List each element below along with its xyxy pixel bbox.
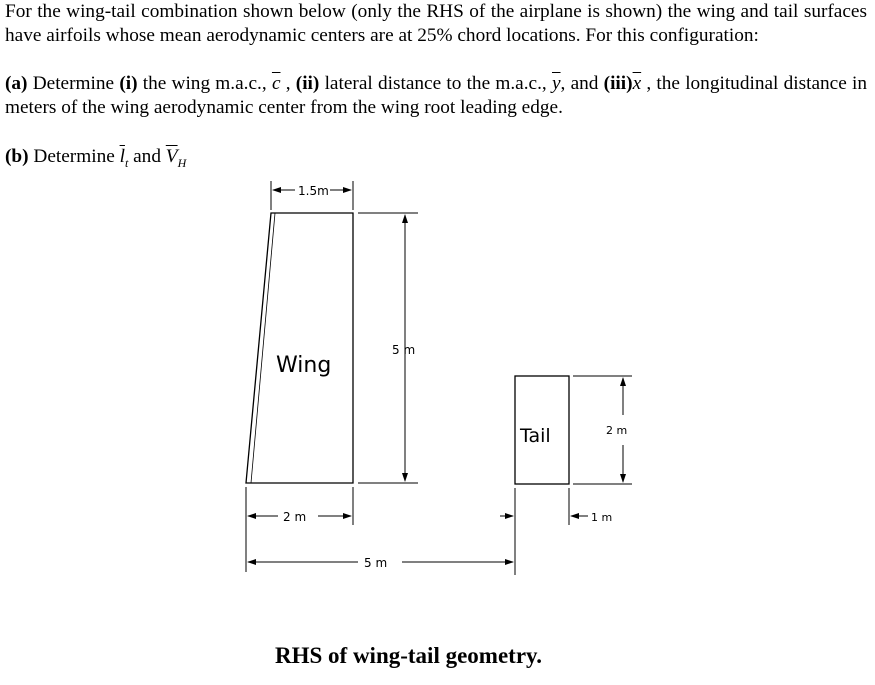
problem-intro: For the wing-tail combination shown below (only the RHS of the airplane is shown) the wing and tail surfaces have airfoils whose mean aerodynamic centers are at 25% chord locations. For this configuration:: [5, 1, 867, 46]
figure-caption: RHS of wing-tail geometry.: [275, 643, 543, 668]
part-b-text-2: and: [128, 146, 166, 167]
symbol-v-h-subscript: H: [177, 155, 187, 170]
arrowhead-wing-span-bottom: [402, 473, 408, 482]
wing-inner-edge: [251, 213, 275, 483]
part-a-text-6: , the longitudinal distance in meters of the wing aerodynamic center from the wing root leading edge.: [5, 73, 867, 118]
symbol-c-bar: $\overline{c}$: [271, 73, 281, 94]
part-a-item-i: (i): [119, 73, 138, 94]
arrowhead-root-chord-right: [343, 513, 352, 519]
dim-root-chord-label: 2 m: [283, 510, 307, 524]
dim-tail-chord-label: 1 m: [591, 511, 613, 524]
symbol-y-bar: $\overline{y}$: [551, 73, 561, 94]
arrowhead-wing-span-top: [402, 214, 408, 223]
symbol-l-t: $\overline{l}$: [119, 146, 125, 167]
wing-planform: [246, 213, 353, 483]
symbol-v-h: $\overline{V}$: [165, 146, 178, 167]
part-b-text-1: Determine: [28, 146, 120, 167]
dim-wing-span-label: 5 m: [392, 343, 416, 357]
part-a-text-3: ,: [280, 73, 296, 94]
arrowhead-tail-span-bottom: [620, 474, 626, 483]
arrowhead-tip-chord-left: [272, 187, 281, 193]
part-a-label: (a): [5, 73, 28, 94]
part-b-label: (b): [5, 146, 29, 167]
part-a-item-iii: (iii): [603, 73, 633, 94]
arrowhead-tail-chord-left: [570, 513, 579, 519]
symbol-l-t-subscript: t: [124, 155, 129, 170]
part-a-text-1: Determine: [27, 73, 120, 94]
dim-tail-arm-label: 5 m: [364, 556, 388, 570]
part-a-text-2: the wing m.a.c.,: [137, 73, 272, 94]
part-a-item-ii: (ii): [295, 73, 320, 94]
part-a-text-5: , and: [560, 73, 604, 94]
wing-label: Wing: [276, 353, 332, 378]
arrowhead-tail-chord-right: [505, 513, 514, 519]
part-a-text-4: lateral distance to the m.a.c.,: [319, 73, 552, 94]
symbol-x-bar: $\overline{x}$: [632, 73, 642, 94]
arrowhead-tip-chord-right: [343, 187, 352, 193]
arrowhead-tail-arm-right: [505, 559, 514, 565]
dim-tip-chord-label: 1.5m: [298, 184, 329, 198]
dim-tail-span-label: 2 m: [606, 424, 628, 437]
tail-label: Tail: [520, 425, 551, 447]
arrowhead-tail-arm-left: [247, 559, 256, 565]
arrowhead-root-chord-left: [247, 513, 256, 519]
arrowhead-tail-span-top: [620, 377, 626, 386]
